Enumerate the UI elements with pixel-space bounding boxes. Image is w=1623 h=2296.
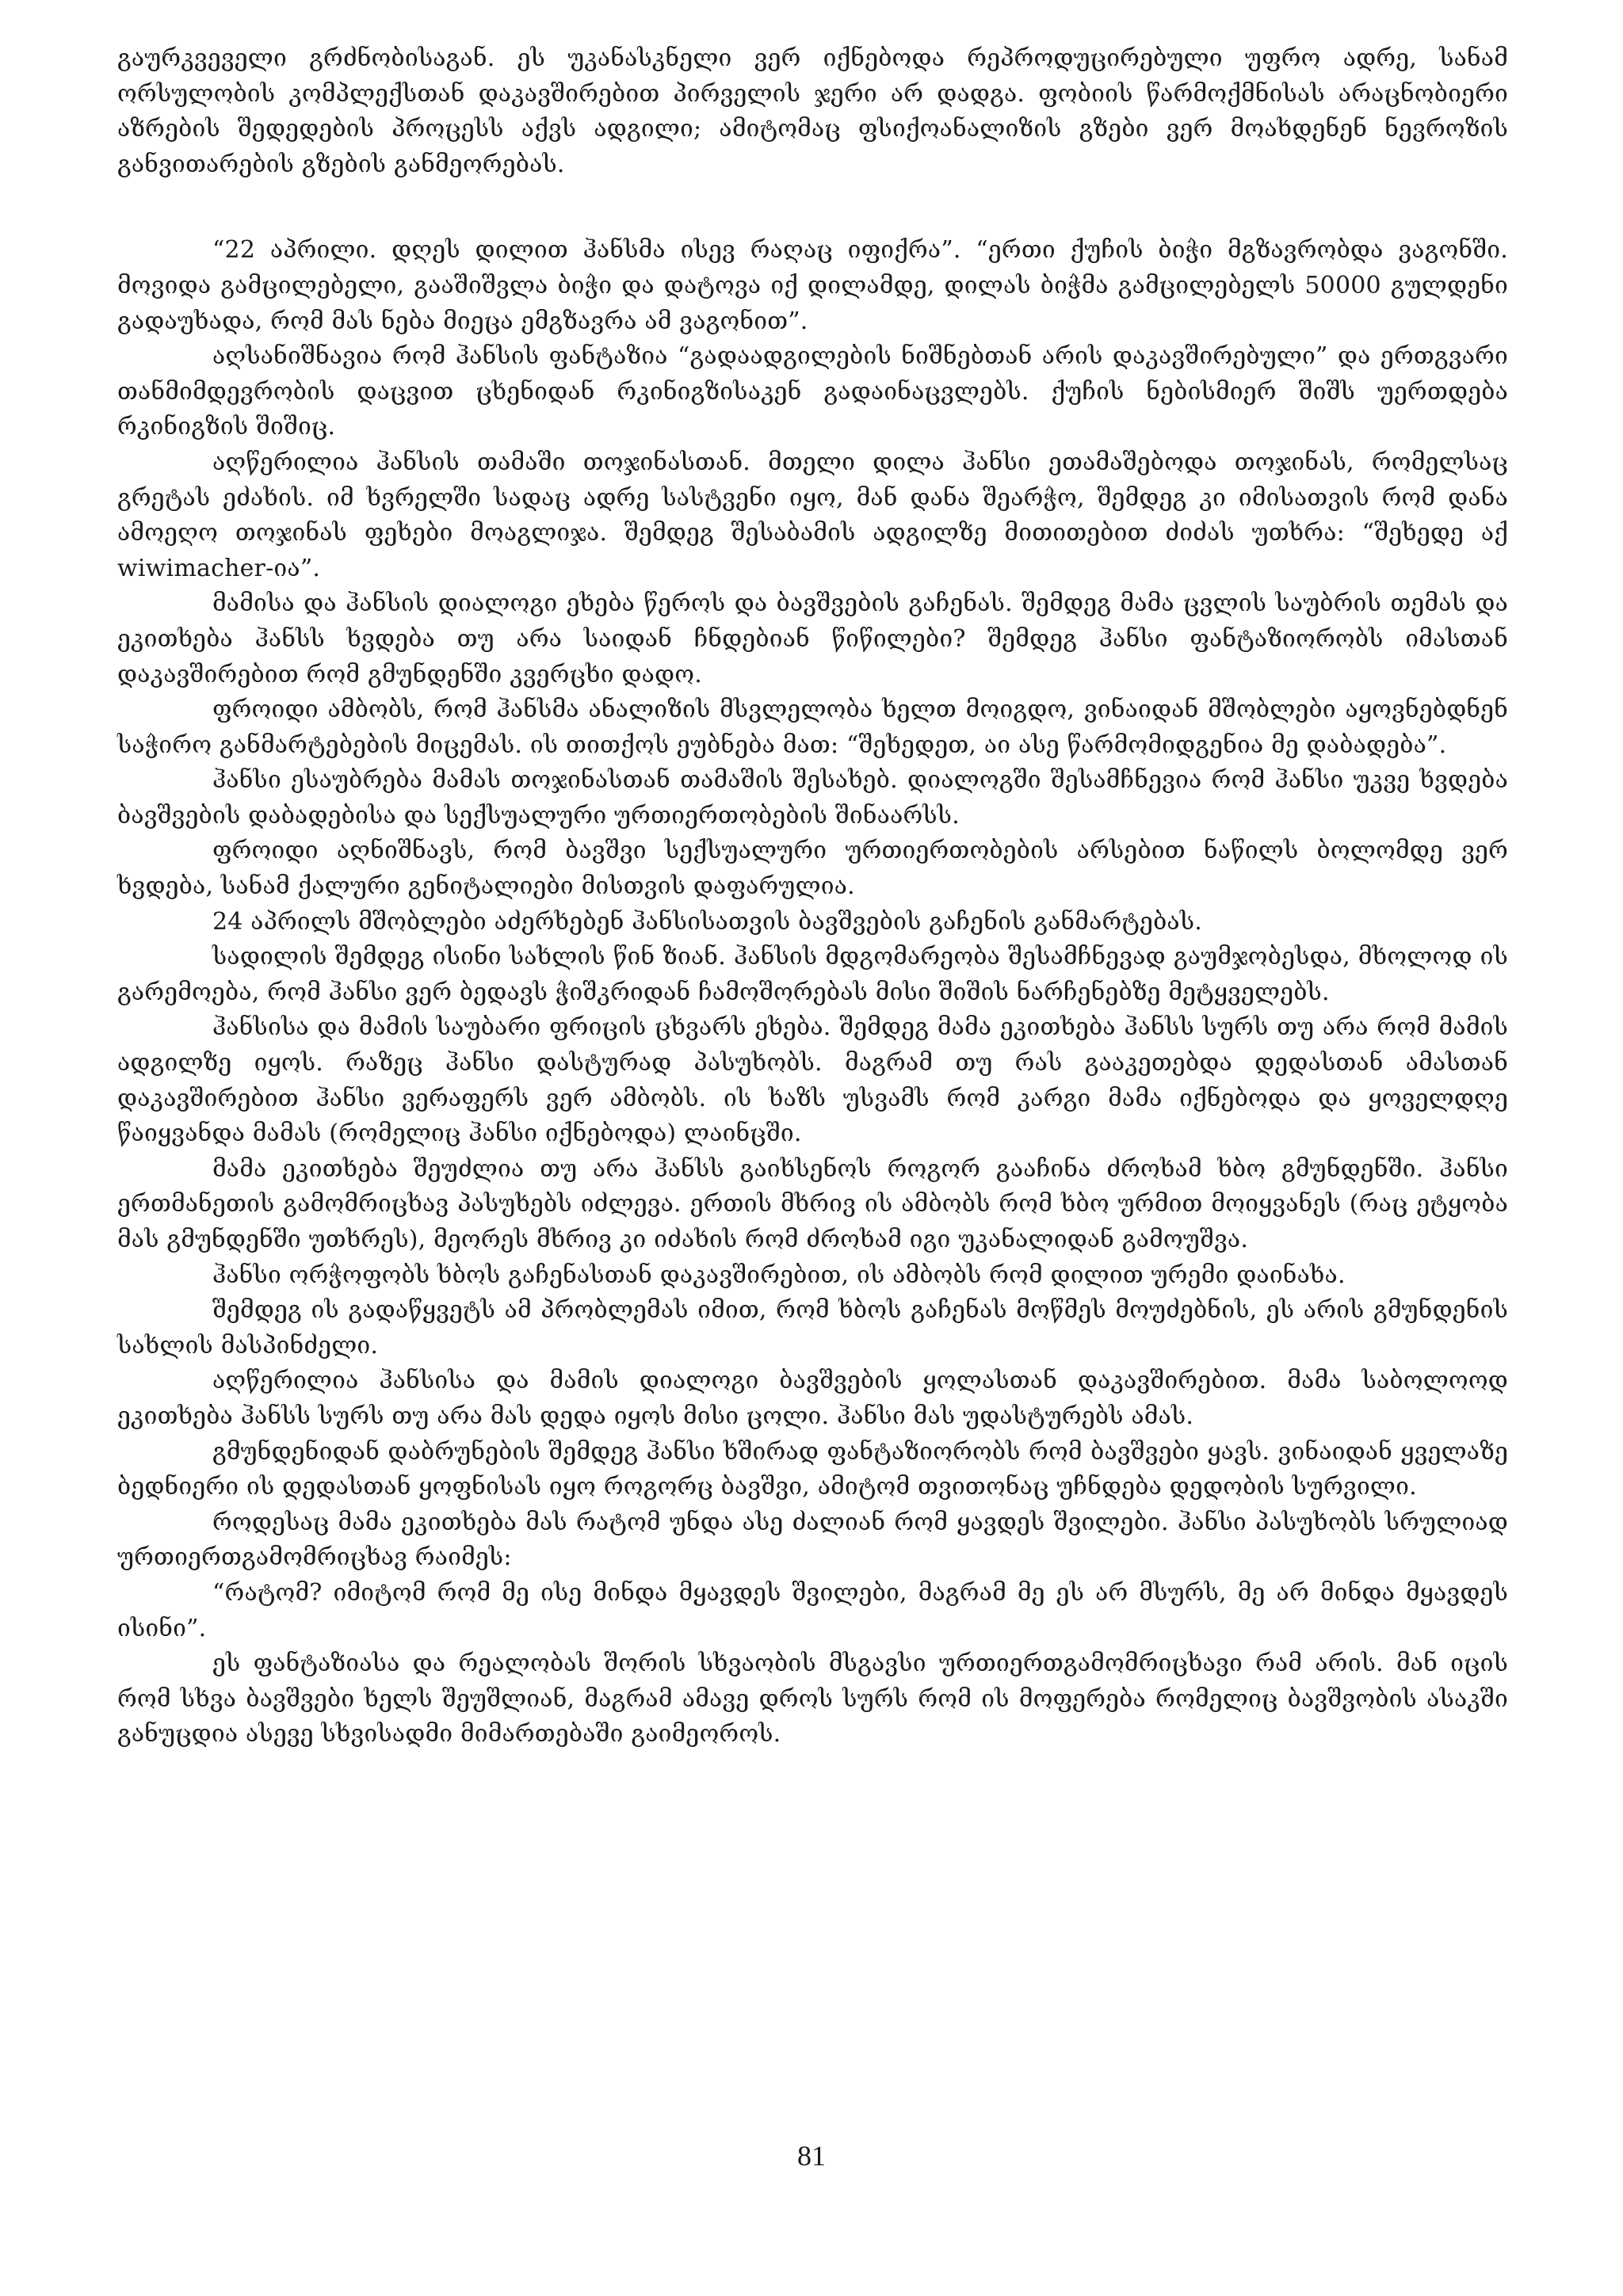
paragraph: “რატომ? იმიტომ რომ მე ისე მინდა მყავდეს შვილები, მაგრამ მე ეს არ მსურს, მე არ მინდა მყავდეს ისინი”. [117, 1578, 1508, 1642]
paragraph-gap [117, 182, 1508, 233]
paragraph: მამა ეკითხება შეუძლია თუ არა ჰანსს გაიხსენოს როგორ გააჩინა ძროხამ ხბო გმუნდენში. ჰანსი ერთმანეთის გამომრიცხავ პასუხებს იძლევა. ერთის მხრივ ის ამბობს რომ ხბო ურმით მოიყვანეს (რაც ეტყობა მას გმუნდენში უთხრეს), მეორეს მხრივ კი იძახის რომ ძროხამ იგი უკანალიდან გამოუშვა. [117, 1154, 1508, 1253]
paragraph: გმუნდენიდან დაბრუნების შემდეგ ჰანსი ხშირად ფანტაზიორობს რომ ბავშვები ყავს. ვინაიდან ყველაზე ბედნიერი ის დედასთან ყოფნისას იყო როგორც ბავშვი, ამიტომ თვითონაც უჩნდება დედობის სურვილი. [117, 1437, 1508, 1501]
paragraph: გაურკვეველი გრძნობისაგან. ეს უკანასკნელი ვერ იქნებოდა რეპროდუცირებული უფრო ადრე, სანამ ორსულობის კომპლექსთან დაკავშირებით პირველის ჯერი არ დადგა. ფობიის წარმოქმნისას არაცნობიერი აზრების შედედების პროცესს აქვს ადგილი; ამიტომაც ფსიქოანალიზის გზები ვერ მოახდენენ ნევროზის განვითარების გზების განმეორებას. [117, 44, 1508, 178]
paragraph: როდესაც მამა ეკითხება მას რატომ უნდა ასე ძალიან რომ ყავდეს შვილები. ჰანსი პასუხობს სრულიად ურთიერთგამომრიცხავ რაიმეს: [117, 1508, 1508, 1572]
paragraph: ეს ფანტაზიასა და რეალობას შორის სხვაობის მსგავსი ურთიერთგამომრიცხავი რამ არის. მან იცის რომ სხვა ბავშვები ხელს შეუშლიან, მაგრამ ამავე დროს სურს რომ ის მოფერება რომელიც ბავშვობის ასაკში განუცდია ასევე სხვისადმი მიმართებაში გაიმეოროს. [117, 1650, 1508, 1749]
paragraph: ფროიდი აღნიშნავს, რომ ბავშვი სექსუალური ურთიერთობების არსებით ნაწილს ბოლომდე ვერ ხვდება, სანამ ქალური გენიტალიები მისთვის დაფარულია. [117, 837, 1508, 901]
paragraph: აღსანიშნავია რომ ჰანსის ფანტაზია “გადაადგილების ნიშნებთან არის დაკავშირებული” და ერთგვარი თანმიმდევრობის დაცვით ცხენიდან რკინიგზისაკენ გადაინაცვლებს. ქუჩის ნებისმიერ შიშს უერთდება რკინიგზის შიშიც. [117, 342, 1508, 441]
paragraph: ჰანსი ორჭოფობს ხბოს გაჩენასთან დაკავშირებით, ის ამბობს რომ დილით ურემი დაინახა. [212, 1261, 1346, 1289]
paragraph: სადილის შემდეგ ისინი სახლის წინ ზიან. ჰანსის მდგომარეობა შესამჩნევად გაუმჯობესდა, მხოლოდ ის გარემოება, რომ ჰანსი ვერ ბედავს ჭიშკრიდან ჩამოშორებას მისი შიშის ნარჩენებზე მეტყველებს. [117, 943, 1508, 1006]
paragraph: ჰანსისა და მამის საუბარი ფრიცის ცხვარს ეხება. შემდეგ მამა ეკითხება ჰანსს სურს თუ არა რომ მამის ადგილზე იყოს. რაზეც ჰანსი დასტურად პასუხობს. მაგრამ თუ რას გააკეთებდა დედასთან ამასთან დაკავშირებით ჰანსი ვერაფერს ვერ ამბობს. ის ხაზს უსვამს რომ კარგი მამა იქნებოდა და ყოველდღე წაიყვანდა მამას (რომელიც ჰანსი იქნებოდა) ლაინცში. [117, 1013, 1508, 1148]
page-body [117, 41, 1508, 1753]
paragraph: აღწერილია ჰანსისა და მამის დიალოგი ბავშვების ყოლასთან დაკავშირებით. მამა საბოლოოდ ეკითხება ჰანსს სურს თუ არა მას დედა იყოს მისი ცოლი. ჰანსი მას უდასტურებს ამას. [117, 1367, 1508, 1430]
paragraph: ჰანსი ესაუბრება მამას თოჯინასთან თამაშის შესახებ. დიალოგში შესამჩნევია რომ ჰანსი უკვე ხვდება ბავშვების დაბადებისა და სექსუალური ურთიერთობების შინაარსს. [117, 766, 1508, 830]
paragraph: “22 აპრილი. დღეს დილით ჰანსმა ისევ რაღაც იფიქრა”. “ერთი ქუჩის ბიჭი მგზავრობდა ვაგონში. მოვიდა გამცილებელი, გააშიშვლა ბიჭი და დატოვა იქ დილამდე, დილას ბიჭმა გამცილებელს 50000 გულდენი გადაუხადა, რომ მას ნება მიეცა ემგზავრა ამ ვაგონით”. [117, 236, 1508, 335]
paragraph: შემდეგ ის გადაწყვეტს ამ პრობლემას იმით, რომ ხბოს გაჩენას მოწმეს მოუძებნის, ეს არის გმუნდენის სახლის მასპინძელი. [117, 1296, 1508, 1360]
paragraph: მამისა და ჰანსის დიალოგი ეხება წეროს და ბავშვების გაჩენას. შემდეგ მამა ცვლის საუბრის თემას და ეკითხება ჰანსს ხვდება თუ არა საიდან ჩნდებიან წიწილები? შემდეგ ჰანსი ფანტაზიორობს იმასთან დაკავშირებით რომ გმუნდენში კვერცხი დადო. [117, 589, 1508, 688]
page-number: 81 [797, 2140, 826, 2172]
paragraph: ფროიდი ამბობს, რომ ჰანსმა ანალიზის მსვლელობა ხელთ მოიგდო, ვინაიდან მშობლები აყოვნებდნენ საჭირო განმარტებების მიცემას. ის თითქოს ეუბნება მათ: “შეხედეთ, აი ასე წარმომიდგენია მე დაბადება”. [117, 696, 1508, 759]
paragraph: 24 აპრილს მშობლები აძერხებენ ჰანსისათვის ბავშვების გაჩენის განმარტებას. [212, 907, 1202, 936]
paragraph: აღწერილია ჰანსის თამაში თოჯინასთან. მთელი დილა ჰანსი ეთამაშებოდა თოჯინას, რომელსაც გრეტას ეძახის. იმ ხვრელში სადაც ადრე სასტვენი იყო, მან დანა შეარჭო, შემდეგ კი იმისათვის რომ დანა ამოეღო თოჯინას ფეხები მოაგლიჯა. შემდეგ შესაბამის ადგილზე მითითებით ძიძას უთხრა: “შეხედე აქ wiwimacher-ია”. [117, 448, 1508, 582]
